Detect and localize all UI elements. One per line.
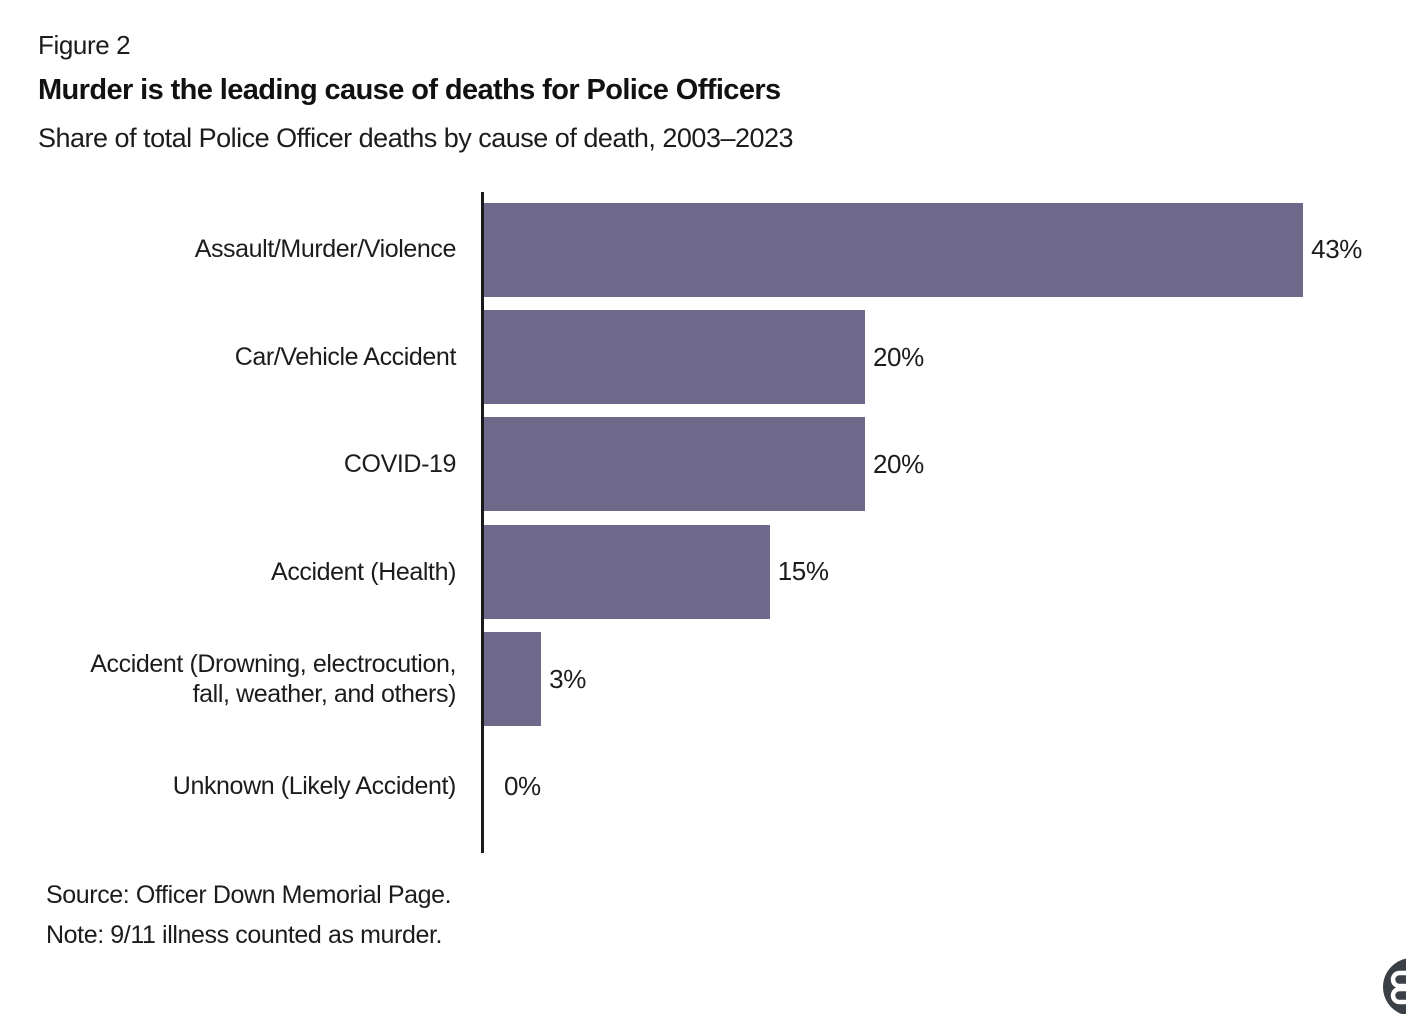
embed-link-button[interactable] bbox=[1383, 958, 1406, 1014]
category-label: Assault/Murder/Violence bbox=[194, 235, 456, 264]
bar bbox=[484, 525, 770, 619]
chart-row bbox=[0, 196, 1406, 303]
value-label: 15% bbox=[777, 556, 829, 587]
chart-row bbox=[0, 303, 1406, 410]
value-label: 20% bbox=[873, 448, 924, 479]
category-label: Car/Vehicle Accident bbox=[234, 342, 456, 371]
chart-row bbox=[0, 733, 1406, 840]
chart-row bbox=[0, 518, 1406, 625]
chart-row bbox=[0, 411, 1406, 518]
figure-title: Murder is the leading cause of deaths for Police Officers bbox=[38, 74, 781, 106]
bar-wrap bbox=[484, 525, 829, 619]
category-label: Unknown (Likely Accident) bbox=[172, 772, 456, 801]
bar bbox=[484, 632, 541, 726]
figure-subtitle: Share of total Police Officer deaths by cause of death, 2003–2023 bbox=[38, 123, 794, 153]
value-label: 3% bbox=[549, 663, 586, 694]
value-label: 20% bbox=[873, 341, 924, 372]
chart-row bbox=[0, 626, 1406, 733]
figure-label: Figure 2 bbox=[38, 30, 131, 60]
bar-chart bbox=[0, 192, 1406, 853]
bar bbox=[484, 203, 1303, 297]
bar-wrap bbox=[484, 740, 541, 834]
bar bbox=[484, 417, 865, 511]
value-label: 43% bbox=[1311, 234, 1362, 265]
bar-wrap bbox=[484, 310, 924, 404]
bar-wrap bbox=[484, 632, 586, 726]
bar-wrap bbox=[484, 203, 1362, 297]
chart-rows bbox=[0, 196, 1406, 840]
category-label: Accident (Drowning, electrocution, fall, weather, and others) bbox=[90, 649, 456, 709]
category-label: COVID-19 bbox=[343, 450, 456, 479]
value-label: 0% bbox=[504, 771, 541, 802]
bar-wrap bbox=[484, 417, 924, 511]
bar bbox=[484, 310, 865, 404]
source-note: Source: Officer Down Memorial Page. bbox=[46, 881, 452, 909]
category-label: Accident (Health) bbox=[271, 557, 456, 586]
methodology-note: Note: 9/11 illness counted as murder. bbox=[46, 921, 443, 949]
link-icon bbox=[1390, 965, 1406, 1009]
